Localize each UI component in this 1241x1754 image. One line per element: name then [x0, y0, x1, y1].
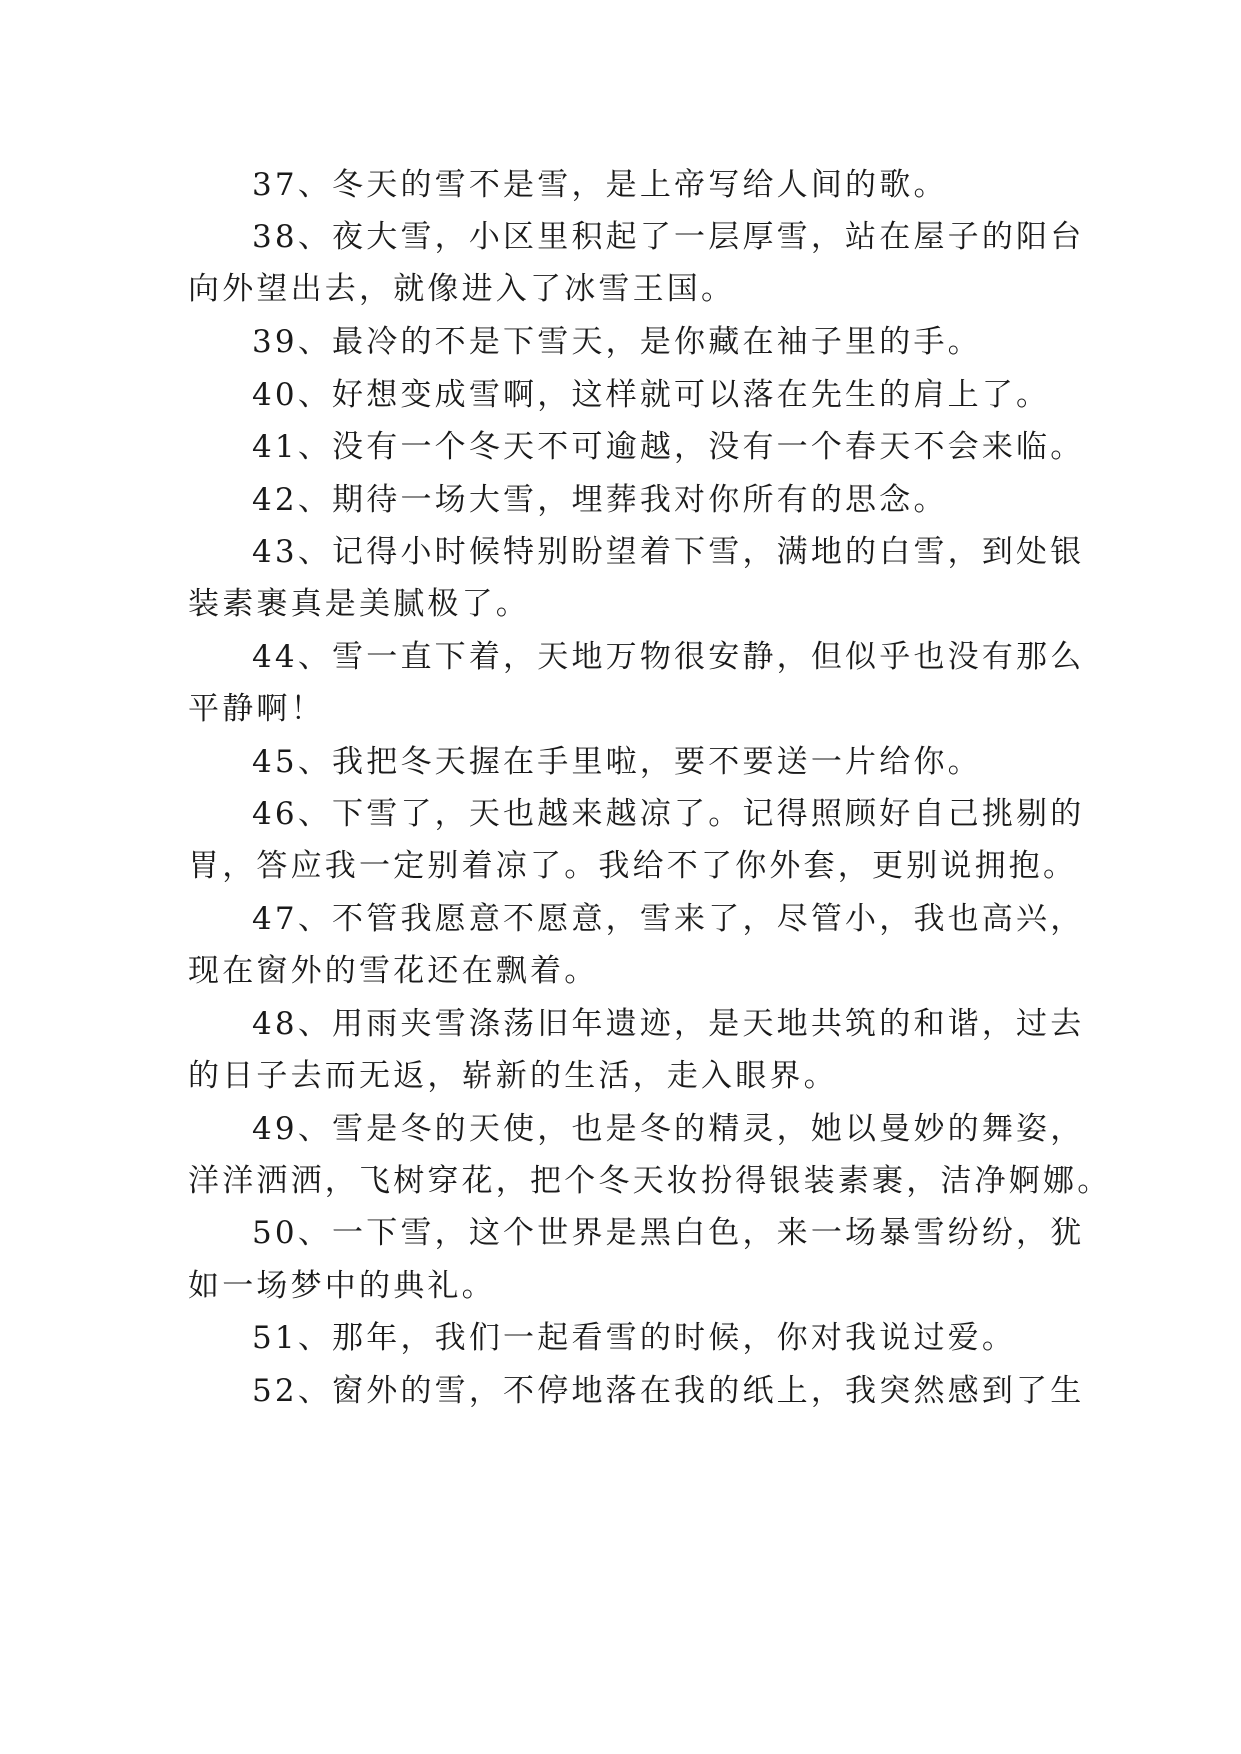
- paragraph-41: 41、没有一个冬天不可逾越，没有一个春天不会来临。: [252, 429, 1085, 465]
- paragraph-46-cont: 胃，答应我一定别着凉了。我给不了你外套，更别说拥抱。: [188, 848, 1078, 884]
- paragraph-44-cont: 平静啊！: [188, 691, 325, 727]
- paragraph-49: 49、雪是冬的天使，也是冬的精灵，她以曼妙的舞姿，: [252, 1111, 1085, 1147]
- paragraph-43-cont: 装素裹真是美腻极了。: [188, 586, 530, 622]
- paragraph-50-cont: 如一场梦中的典礼。: [188, 1268, 496, 1304]
- paragraph-38: 38、夜大雪，小区里积起了一层厚雪，站在屋子的阳台: [252, 219, 1085, 255]
- paragraph-47: 47、不管我愿意不愿意，雪来了，尽管小，我也高兴，: [252, 901, 1085, 937]
- paragraph-48-cont: 的日子去而无返，崭新的生活，走入眼界。: [188, 1058, 838, 1094]
- paragraph-43: 43、记得小时候特别盼望着下雪，满地的白雪，到处银: [252, 534, 1085, 570]
- paragraph-37: 37、冬天的雪不是雪，是上帝写给人间的歌。: [252, 167, 948, 203]
- paragraph-42: 42、期待一场大雪，埋葬我对你所有的思念。: [252, 482, 948, 518]
- paragraph-48: 48、用雨夹雪涤荡旧年遗迹，是天地共筑的和谐，过去: [252, 1006, 1085, 1042]
- paragraph-52: 52、窗外的雪，不停地落在我的纸上，我突然感到了生: [252, 1373, 1085, 1409]
- paragraph-46: 46、下雪了，天也越来越凉了。记得照顾好自己挑剔的: [252, 796, 1085, 832]
- paragraph-49-cont: 洋洋洒洒，飞树穿花，把个冬天妆扮得银装素裹，洁净婀娜。: [188, 1163, 1112, 1199]
- paragraph-38-cont: 向外望出去，就像进入了冰雪王国。: [188, 271, 736, 307]
- paragraph-39: 39、最冷的不是下雪天，是你藏在袖子里的手。: [252, 324, 982, 360]
- paragraph-47-cont: 现在窗外的雪花还在飘着。: [188, 953, 599, 989]
- paragraph-51: 51、那年，我们一起看雪的时候，你对我说过爱。: [252, 1320, 1017, 1356]
- paragraph-44: 44、雪一直下着，天地万物很安静，但似乎也没有那么: [252, 639, 1085, 675]
- paragraph-50: 50、一下雪，这个世界是黑白色，来一场暴雪纷纷，犹: [252, 1215, 1085, 1251]
- paragraph-45: 45、我把冬天握在手里啦，要不要送一片给你。: [252, 744, 982, 780]
- paragraph-40: 40、好想变成雪啊，这样就可以落在先生的肩上了。: [252, 377, 1051, 413]
